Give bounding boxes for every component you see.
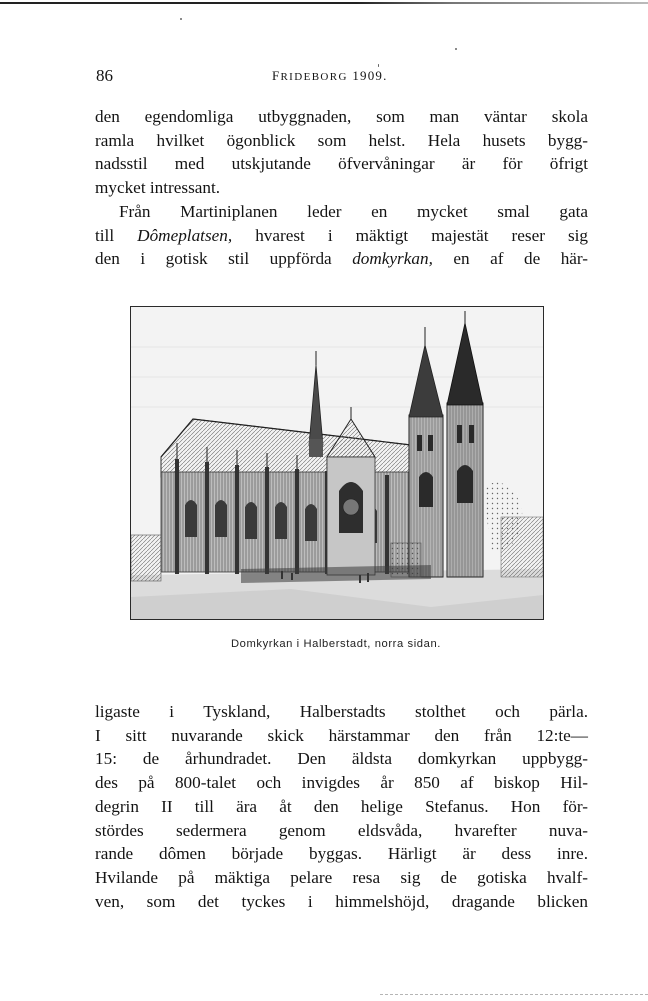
text-line: den egendomliga utbyggnaden, som man väntar skola [95, 107, 588, 126]
text-run: till [95, 225, 115, 245]
figure-caption: Domkyrkan i Halberstadt, norra sidan. [231, 638, 441, 650]
running-head [272, 68, 388, 84]
running-head-title: RIDEBORG [280, 71, 348, 83]
cathedral-photograph [130, 306, 544, 620]
text-line: Hvilande på mäktiga pelare resa sig de gotiska hvalf- [95, 867, 588, 887]
text-line: ligaste i Tyskland, Halberstadts stolthet och pärla. [95, 702, 588, 721]
text-line: ven, som det tyckes i himmelshöjd, dragande blicken [95, 891, 588, 911]
print-speck [455, 48, 457, 50]
body-text-top [95, 105, 588, 271]
text-line: Från Martiniplanen leder en mycket smal gata [119, 201, 588, 221]
text-line: 15: de århundradet. Den äldsta domkyrkan uppbygg- [95, 749, 588, 769]
italic-term-domeplatsen: Dômeplatsen, [137, 225, 233, 245]
running-head-initial: F [272, 68, 281, 83]
body-text-bottom [95, 700, 588, 913]
text-line: ramla hvilket ögonblick som helst. Hela husets bygg- [95, 130, 588, 150]
paragraph [95, 200, 588, 271]
text-run: en af de här- [453, 249, 589, 269]
italic-term-domkyrkan: domkyrkan, [352, 249, 433, 269]
page-number: 86 [96, 66, 113, 85]
text-line: rande dômen började byggas. Härligt är dess inre. [95, 844, 588, 864]
text-line: I sitt nuvarande skick härstammar den från 12:te— [95, 725, 588, 745]
bottom-page-rule [380, 994, 648, 996]
text-line: degrin II till ära åt den helige Stefanus. Hon för- [95, 796, 588, 816]
text-run: den i gotisk stil uppförda [95, 249, 332, 269]
text-line: nadsstil med utskjutande öfvervåningar är för öfrigt [95, 154, 588, 174]
print-speck [180, 18, 182, 20]
text-run: hvarest i mäktigt majestät reser sig [255, 225, 589, 245]
paragraph [95, 700, 588, 913]
top-page-rule [0, 2, 648, 4]
text-line: stördes sedermera genom eldsvåda, hvarefter nuva- [95, 820, 588, 840]
running-head-year: 1909. [352, 68, 388, 83]
paragraph [95, 105, 588, 200]
cathedral-illustration [131, 307, 543, 619]
text-line [95, 224, 588, 248]
text-line: des på 800-talet och invigdes år 850 af biskop Hil- [95, 773, 588, 793]
page-header [96, 66, 586, 88]
text-line: mycket intressant. [95, 178, 221, 198]
text-line [95, 247, 588, 271]
